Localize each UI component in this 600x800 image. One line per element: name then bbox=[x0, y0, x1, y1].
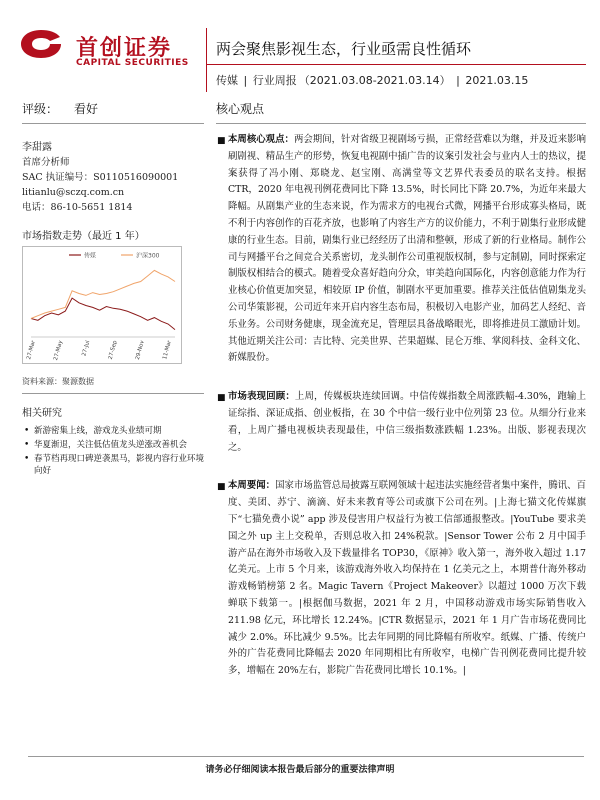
capital-securities-logo-icon bbox=[18, 27, 64, 61]
section-heading: 核心观点 bbox=[216, 102, 265, 116]
title-rule bbox=[206, 64, 586, 65]
x-tick-label: 11-Mar bbox=[162, 339, 173, 361]
news-paragraph bbox=[216, 478, 586, 680]
bullet-icon: ■ bbox=[217, 482, 226, 493]
x-tick-label: 27-Jul bbox=[81, 339, 92, 357]
market-index-chart bbox=[22, 246, 182, 364]
related-item[interactable]: • 华夏渐退，关注低估值龙头逆涨改善机会 bbox=[22, 439, 204, 451]
x-tick-label: 27-May bbox=[53, 339, 65, 362]
paragraph-text: 两会期间，针对省级卫视剧场亏损，正常经营难以为继，并及近来影响刷剧视、精品生产的形势，恢复电视剧中插广告的议案引发社会与业内人士的热议，提案获得了冯小刚、郑晓龙、赵宝刚、高满堂等文艺界代表委员的联名支持。根据 CTR，2020 年电视刊例花费同比下降 13.5%，时长同比下降 20.7%，为近年来最大降幅。从剧集产业的生态来说，作为需求方的电视台式微，网播平台形成寡头格局，既不利于内容创作的百花齐放，也影响了内容生产方的议价能力，不利于剧集行业形成健康的行业生态。目前，剧集行业已经经历了出清和整顿，形成了新的行业格局。制作公司与网播平台之间竞合关系密切，龙头制作公司重视版权制，参与定制剧，同时探索定制版权相结合的模式。随着受众喜好趋向分众，审美趋向国际化，内容创意能力作为行业核心价值更加突显，相较原 IP 价值，制剧水平更加重要。推荐关注低估值剧集龙头公司华策影视，公司近年来开启内容生态布局，积极切入电影产业，加码艺人经纪、音乐业务。公司财务健康，现金流充足，管理层具备战略眼光，即将推进员工激励计划。其他近期关注公司：吉比特、完美世界、芒果超媒、昆仑万维、掌阅科技、金科文化、新媒股份。 bbox=[228, 134, 586, 364]
analyst-sac: SAC 执证编号：S0110516090001 bbox=[22, 172, 179, 183]
meta-industry: 传媒 bbox=[216, 74, 238, 87]
bullet-icon: ■ bbox=[217, 136, 226, 146]
paragraph-lead: 市场表现回顾： bbox=[228, 391, 295, 403]
meta-period: （2021.03.08-2021.03.14） bbox=[298, 74, 451, 87]
x-tick-label: 27-Mar bbox=[26, 339, 37, 361]
legend-label: 传媒 bbox=[84, 252, 97, 260]
core-view-paragraph bbox=[216, 132, 586, 367]
related-item[interactable]: • 春节档再现口碑逆袭黑马，影视内容行业环境向好 bbox=[22, 453, 204, 477]
logo-chinese-name: 首创证券 bbox=[76, 36, 173, 61]
paragraph-lead: 本周要闻： bbox=[228, 480, 276, 492]
chart-title: 市场指数走势（最近 1 年） bbox=[22, 231, 145, 242]
analyst-name: 李甜露 bbox=[22, 142, 52, 153]
series-line bbox=[31, 270, 175, 318]
logo-english-name: CAPITAL SECURITIES bbox=[76, 58, 189, 68]
sidebar bbox=[22, 96, 204, 479]
related-item[interactable]: • 新游密集上线，游戏龙头业绩可期 bbox=[22, 425, 204, 437]
analyst-phone: 电话：86-10-5651 1814 bbox=[22, 202, 133, 213]
chart-canvas bbox=[23, 247, 183, 365]
paragraph-text: 上周，传媒板块连续回调。中信传媒指数全周涨跌幅-4.30%，跑输上证综指、深证成指、创业板指，在 30 个中信一级行业中位列第 23 位。从细分行业来看，上周广播电视板块表现最佳，中信三级指数涨跌幅 1.23%。出版、影视表现次之。 bbox=[228, 391, 586, 453]
x-tick-label: 29-Nov bbox=[134, 339, 146, 361]
report-title: 两会聚焦影视生态，行业亟需良性循环 bbox=[216, 40, 472, 58]
meta-type: 行业周报 bbox=[252, 74, 297, 87]
analyst-info bbox=[22, 140, 204, 215]
x-tick-label: 27-Sep bbox=[107, 339, 119, 361]
header-divider bbox=[206, 28, 207, 92]
meta-date: 2021.03.15 bbox=[465, 74, 529, 87]
rating-label: 评级： bbox=[22, 102, 59, 116]
main-content bbox=[216, 96, 586, 680]
section-rule bbox=[216, 123, 586, 124]
rating-row bbox=[22, 100, 204, 117]
analyst-title: 首席分析师 bbox=[22, 157, 70, 168]
page-header bbox=[0, 0, 600, 96]
market-review-paragraph bbox=[216, 389, 586, 456]
meta-separator: | bbox=[456, 74, 460, 87]
footer-rule bbox=[28, 756, 584, 757]
legend-label: 沪深300 bbox=[136, 252, 160, 260]
legal-footer: 请务必仔细阅读本报告最后部分的重要法律声明 bbox=[205, 765, 395, 775]
related-research-list bbox=[22, 425, 204, 477]
series-line bbox=[31, 298, 175, 330]
source-rule bbox=[22, 393, 204, 394]
chart-source: 资料来源：聚源数据 bbox=[22, 377, 94, 386]
paragraph-lead: 本周核心观点： bbox=[228, 134, 294, 145]
related-research-heading: 相关研究 bbox=[22, 408, 62, 419]
rating-rule bbox=[22, 123, 204, 124]
report-meta bbox=[216, 72, 530, 88]
rating-value: 看好 bbox=[74, 102, 99, 116]
paragraph-text: 国家市场监管总局披露互联网领域十起违法实施经营者集中案件，腾讯、百度、美团、苏宁、滴滴、好未来教育等公司或旗下公司在列。|上海七猫文化传媒旗下“七猫免费小说” app 涉及侵害用户权益行为被工信部通报整改。|YouTube 要求美国之外 up 主上交税单，否则总收入扣 24%税款。|Sensor Tower 公布 2 月中国手游产品在海外市场收入及下载量排名 TOP30，《原神》收入第一，海外收入超过 1.17 亿美元。上市 5 个月来，该游戏海外收入均保持在 1 亿美元之上，本期普什海外移动游戏畅销榜第 2 名。Magic Tavern《Project Makeover》以超过 1000 万次下载蝉联下载第一。|根据伽马数据，2021 年 2 月，中国移动游戏市场实际销售收入 211.98 亿元，环比增长 12.24%。|CTR 数据显示，2021 年 1 月广告市场花费同比减少 2.0%。环比减少 9.5%。比去年同期的同比降幅有所收窄。纸媒、广播、传统户外的广告花费同比降幅去 2020 年同期相比有所收窄，电梯广告刊例花费同比提升较多，增幅在 20%左右，影院广告花费同比增长 10.1%。| bbox=[228, 480, 586, 677]
meta-separator: | bbox=[243, 74, 248, 87]
bullet-icon: ■ bbox=[217, 393, 226, 404]
analyst-email[interactable]: litianlu@sczq.com.cn bbox=[22, 187, 125, 198]
